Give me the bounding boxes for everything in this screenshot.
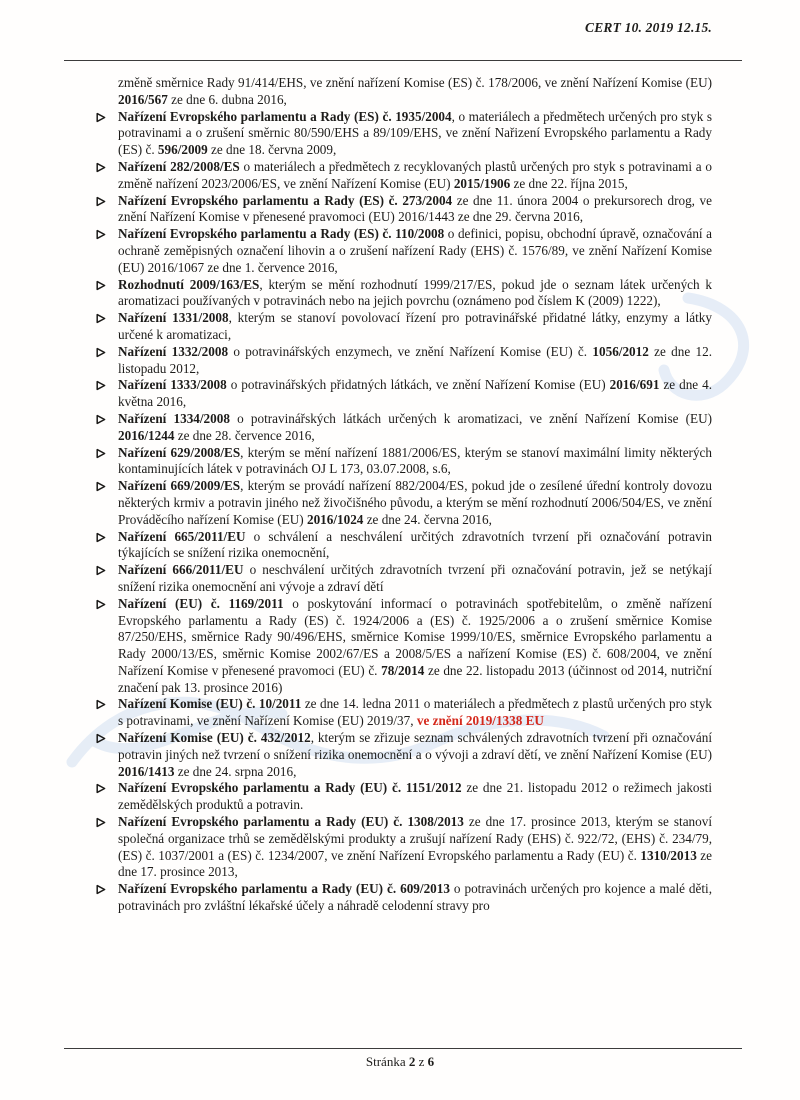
- list-item: [95, 730, 712, 780]
- arrow-bullet-icon: [96, 565, 106, 576]
- list-item: [95, 344, 712, 378]
- text-run: ze dne 14. ledna 2011 o materiálech a předmětech z plastů určených pro styk s potravinami, ve znění Nařízení Komise (EU) 2019/37,: [118, 696, 713, 729]
- arrow-bullet-icon: [96, 112, 106, 123]
- text-run: o potravinářských enzymech, ve znění Nařízení Komise (EU) č.: [228, 343, 593, 359]
- text-run: , kterým se mění nařízení 1881/2006/ES, kterým se stanoví maximální limity některých kontaminujících látek v potravinách OJ L 173, 03.07.2008, s.6,: [118, 444, 712, 477]
- text-run: ze dne 12. listopadu 2012,: [118, 343, 712, 376]
- footer-separator: z: [415, 1054, 428, 1069]
- arrow-bullet-icon: [96, 414, 106, 425]
- text-run: Nařízení 666/2011/EU: [118, 562, 244, 578]
- arrow-bullet-icon: [96, 532, 106, 543]
- text-run: Nařízení Evropského parlamentu a Rady (ES) č. 110/2008: [118, 226, 445, 242]
- text-run: Nařízení Komise (EU) č. 10/2011: [118, 696, 302, 712]
- list-item: [95, 159, 712, 193]
- continuation-paragraph: [95, 75, 712, 109]
- text-run: 2016/1024: [306, 511, 364, 527]
- text-run: ze dne 24. srpna 2016,: [174, 763, 297, 779]
- list-item: [95, 310, 712, 344]
- header-divider-line: [64, 60, 742, 61]
- arrow-bullet-icon: [96, 280, 106, 291]
- text-run: ze dne 17. prosince 2013, kterým se stanoví společná organizace trhů se zemědělskými produkty a zrušují nařízení Rady (EHS) č. 922/72, (EHS) č. 234/79, (ES) č. 1037/2001 a (ES) č. 1234/2007, ve znění Nařízení Evropského parlamentu a Rady (EU) č.: [118, 814, 713, 863]
- text-run: , kterým se mění rozhodnutí 1999/217/ES, pokud jde o seznam látek určených k aromatizaci používaných v potravinách nebo na jejich povrchu (oznámeno pod číslem K (2009) 1222),: [118, 276, 712, 309]
- list-item: [95, 445, 712, 479]
- arrow-bullet-icon: [96, 783, 106, 794]
- list-item: [95, 814, 712, 881]
- text-run: 78/2014: [381, 662, 425, 678]
- text-run: ze dne 18. června 2009,: [207, 142, 337, 158]
- text-run: Nařízení 629/2008/ES: [118, 444, 241, 460]
- text-run: 2016/1244: [118, 427, 175, 443]
- arrow-bullet-icon: [96, 229, 106, 240]
- arrow-bullet-icon: [96, 599, 106, 610]
- arrow-bullet-icon: [96, 380, 106, 391]
- list-item: [95, 226, 712, 276]
- arrow-bullet-icon: [96, 699, 106, 710]
- text-run: ze dne 6. dubna 2016,: [167, 91, 287, 107]
- text-run: ze dne 21. listopadu 2012 o režimech jakosti zemědělských produktů a potravin.: [118, 780, 712, 813]
- list-item: [95, 109, 712, 159]
- arrow-bullet-icon: [96, 162, 106, 173]
- text-run: ze dne 22. října 2015,: [510, 175, 628, 191]
- arrow-bullet-icon: [96, 884, 106, 895]
- list-item: [95, 277, 712, 311]
- text-run: ze dne 28. července 2016,: [174, 427, 315, 443]
- text-run: o schválení a neschválení určitých zdravotních tvrzení při označování potravin týkajících se snížení rizika onemocnění,: [118, 528, 712, 561]
- text-run: Nařízení Komise (EU) č. 432/2012: [118, 730, 311, 746]
- text-run: o poskytování informací o potravinách spotřebitelům, o změně nařízení Evropského parlamentu a Rady (ES) č. 1924/2006 a (ES) č. 1925/2006 a o zrušení směrnice Komise 87/250/EHS, směrnice Rady 90/496/EHS, směrnice Komise 1999/10/ES, směrnice Evropského parlamentu a Rady 2000/13/ES, směrnic Komise 2002/67/ES a 2008/5/ES a nařízení Komise (ES) č. 608/2004, ve znění Nařízení Komise v přenesené pravomoci (EU) č.: [118, 595, 712, 678]
- text-run: 2016/567: [118, 91, 168, 107]
- text-run: Nařízení Evropského parlamentu a Rady (ES) č. 273/2004: [118, 192, 453, 208]
- text-run: , kterým se zřizuje seznam schválených zdravotních tvrzení při označování potravin jiných než tvrzení o snížení rizika onemocnění a o vývoji a zdraví dětí, ve znění Nařízení Komise (EU): [118, 730, 712, 762]
- text-run: ze dne 4. května 2016,: [118, 377, 713, 410]
- text-run: 2016/691: [609, 377, 660, 393]
- text-run: Nařízení 1331/2008: [118, 310, 229, 326]
- text-run: Nařízení Evropského parlamentu a Rady (EU) č. 1151/2012: [118, 780, 462, 796]
- text-run: , kterým se stanoví povolovací řízení pro potravinářské přidatné látky, enzymy a látky určené k aromatizaci,: [118, 310, 712, 342]
- arrow-bullet-icon: [96, 448, 106, 459]
- text-run: ve znění 2019/1338 EU: [416, 713, 544, 729]
- list-item: [95, 696, 712, 730]
- arrow-bullet-icon: [96, 733, 106, 744]
- text-run: 2015/1906: [453, 175, 511, 191]
- footer-prefix: Stránka: [365, 1054, 409, 1069]
- text-run: 1056/2012: [592, 343, 649, 359]
- text-run: Nařízení 1334/2008: [118, 410, 230, 426]
- list-item: [95, 377, 712, 411]
- text-run: Nařízení Evropského parlamentu a Rady (EU) č. 1308/2013: [118, 814, 464, 830]
- text-run: Nařízení (EU) č. 1169/2011: [118, 595, 284, 611]
- text-run: ze dne 24. června 2016,: [363, 511, 492, 527]
- text-run: Nařízení Evropského parlamentu a Rady (ES) č. 1935/2004: [118, 108, 452, 124]
- list-item: [95, 529, 712, 563]
- regulation-list: [95, 75, 712, 915]
- list-item: [95, 478, 712, 528]
- text-run: 2016/1413: [118, 763, 175, 779]
- text-run: o potravinářských přidatných látkách, ve znění Nařízení Komise (EU): [226, 377, 610, 393]
- text-run: o neschválení určitých zdravotních tvrzení při označování potravin, jež se netýkají snížení rizika onemocnění ani vývoje a zdraví dětí: [118, 562, 713, 594]
- text-run: Rozhodnutí 2009/163/ES: [118, 276, 260, 292]
- text-run: , o materiálech a předmětech určených pro styk s potravinami a o zrušení směrnic 80/590/EHS a 89/109/EHS, ve znění Nařizení Evropského parlamentu a Rady (ES) č.: [118, 108, 712, 158]
- arrow-bullet-icon: [96, 196, 106, 207]
- text-run: Nařízení 282/2008/ES: [118, 158, 240, 174]
- text-run: ze dne 11. února 2004 o prekursorech drog, ve znění Nařízení Komise v přenesené pravomoci (EU) 2016/1443 ze dne 29. června 2016,: [118, 192, 712, 225]
- page-footer: [0, 1054, 800, 1070]
- list-item: [95, 596, 712, 697]
- text-run: o definici, popisu, obchodní úpravě, označování a ochraně zeměpisných označení lihovin a o zrušení nařízení Rady (EHS) č. 1576/89, ve znění Nařízení Komise (EU) 2016/1067 ze dne 1. července 2016,: [118, 226, 712, 275]
- text-run: Nařízení 1333/2008: [118, 377, 227, 393]
- text-run: Nařízení 665/2011/EU: [118, 528, 246, 544]
- arrow-bullet-icon: [96, 817, 106, 828]
- list-item: [95, 562, 712, 596]
- text-run: o potravinách určených pro kojence a malé děti, potravinách pro zvláštní lékařské účely a náhradě celodenní stravy pro: [118, 881, 712, 914]
- text-run: ze dne 17. prosince 2013,: [118, 847, 712, 880]
- text-run: změně směrnice Rady 91/414/EHS, ve znění nařízení Komise (ES) č. 178/2006, ve znění Nařízení Komise (EU): [118, 75, 712, 90]
- footer-divider-line: [64, 1048, 742, 1049]
- text-run: ze dne 22. listopadu 2013 (účinnost od 2014, nutriční značení pak 13. prosince 2016): [118, 662, 712, 695]
- arrow-bullet-icon: [96, 347, 106, 358]
- text-run: 1310/2013: [640, 847, 697, 863]
- list-item: [95, 881, 712, 915]
- text-run: o materiálech a předmětech z recyklovaných plastů určených pro styk s potravinami a o změně nařízení 2023/2006/ES, ve znění Nařízení Komise (EU): [118, 158, 712, 191]
- list-item: [95, 411, 712, 445]
- arrow-bullet-icon: [96, 313, 106, 324]
- text-run: o potravinářských látkách určených k aromatizaci, ve znění Nařízení Komise (EU): [229, 410, 712, 426]
- footer-page-number: 2: [408, 1054, 416, 1069]
- arrow-bullet-icon: [96, 481, 106, 492]
- list-item: [95, 193, 712, 227]
- text-run: Nařízení 1332/2008: [118, 343, 229, 359]
- list-item: [95, 780, 712, 814]
- text-run: Nařízení Evropského parlamentu a Rady (EU) č. 609/2013: [118, 881, 450, 897]
- text-run: , kterým se provádí nařízení 882/2004/ES, pokud jde o zesílené úřední kontroly dovozu některých krmiv a potravin jiného než živočišného původu, a kterým se mění rozhodnutí 2006/504/ES, ve znění Prováděcího nařízení Komise (EU): [118, 478, 712, 527]
- document-id-header: CERT 10. 2019 12.15.: [584, 20, 712, 35]
- text-run: Nařízení 669/2009/ES: [118, 478, 241, 494]
- text-run: 596/2009: [157, 142, 208, 158]
- footer-total-pages: 6: [427, 1054, 435, 1069]
